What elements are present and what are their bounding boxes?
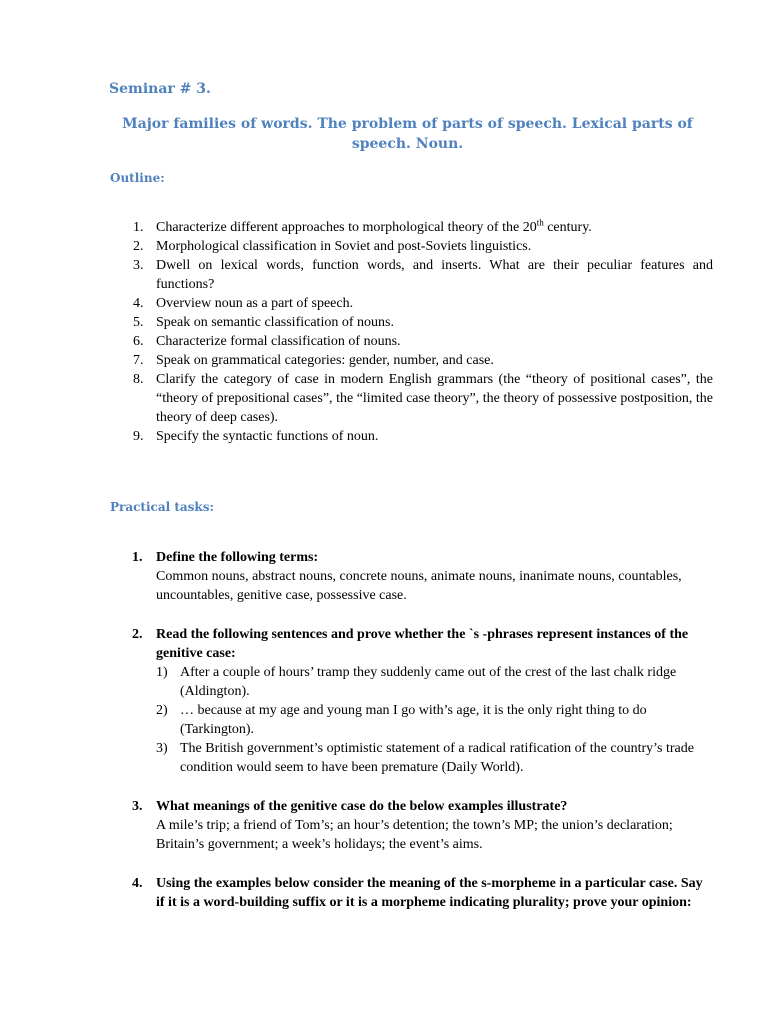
outline-item-text: Morphological classification in Soviet and post-Soviets linguistics.	[156, 239, 532, 254]
outline-item-number: 2.	[133, 239, 144, 254]
outline-item	[133, 427, 713, 446]
outline-item-number: 3.	[133, 258, 144, 273]
task-heading: What meanings of the genitive case do the below examples illustrate?	[156, 799, 568, 814]
task-sentence-number: 3)	[156, 741, 168, 756]
task-item	[132, 797, 714, 854]
outline-item-number: 9.	[133, 429, 144, 444]
tasks-list	[132, 548, 714, 932]
outline-item-text: Characterize formal classification of nouns.	[156, 334, 401, 349]
task-item	[132, 874, 714, 912]
outline-item	[133, 237, 713, 256]
outline-item	[133, 218, 713, 237]
task-sentence	[156, 663, 714, 701]
outline-item	[133, 313, 713, 332]
task-heading: Using the examples below consider the meaning of the s-morpheme in a particular case. Say if it is a word-building suffix or it is a morpheme indicating plurality; prove your opinion:	[156, 876, 703, 910]
outline-item-text-end: century.	[543, 220, 592, 235]
outline-item-superscript: th	[536, 217, 544, 228]
task-number: 2.	[132, 627, 143, 642]
task-sentence-number: 2)	[156, 703, 168, 718]
outline-item-text: Clarify the category of case in modern English grammars (the “theory of positional cases”, the “theory of prepositional cases”, the “limited case theory”, the theory of possessive postposition, the theory of deep cases).	[156, 372, 713, 425]
outline-item-number: 5.	[133, 315, 144, 330]
outline-item-text: Dwell on lexical words, function words, and inserts. What are their peculiar features and functions?	[156, 258, 713, 292]
outline-item-number: 1.	[133, 220, 144, 235]
seminar-label: Seminar # 3.	[109, 81, 211, 97]
task-sentence-number: 1)	[156, 665, 168, 680]
outline-item	[133, 351, 713, 370]
outline-item-number: 8.	[133, 372, 144, 387]
task-sentence-list	[156, 663, 714, 777]
outline-item-number: 6.	[133, 334, 144, 349]
task-number: 1.	[132, 550, 143, 565]
task-body: Common nouns, abstract nouns, concrete nouns, animate nouns, inanimate nouns, countables, uncountables, genitive case, possessive case.	[156, 569, 682, 603]
task-number: 3.	[132, 799, 143, 814]
outline-item	[133, 294, 713, 313]
outline-item-text: Characterize different approaches to morphological theory of the 20	[156, 220, 537, 235]
outline-item-number: 7.	[133, 353, 144, 368]
outline-item-text: Speak on grammatical categories: gender, number, and case.	[156, 353, 494, 368]
outline-item-text: Specify the syntactic functions of noun.	[156, 429, 379, 444]
task-sentence	[156, 739, 714, 777]
outline-item-number: 4.	[133, 296, 144, 311]
outline-item-text: Speak on semantic classification of nouns.	[156, 315, 394, 330]
outline-item	[133, 332, 713, 351]
outline-item-text: Overview noun as a part of speech.	[156, 296, 354, 311]
outline-list	[133, 218, 713, 446]
outline-heading: Outline:	[110, 171, 165, 185]
practical-tasks-heading: Practical tasks:	[110, 500, 214, 514]
task-sentence-text: The British government’s optimistic statement of a radical ratification of the country’s trade condition would seem to have been premature (Daily World).	[180, 741, 694, 775]
task-sentence-text: After a couple of hours’ tramp they suddenly came out of the crest of the last chalk ridge (Aldington).	[180, 665, 677, 699]
task-sentence	[156, 701, 714, 739]
outline-item	[133, 370, 713, 427]
task-item	[132, 625, 714, 777]
task-heading: Define the following terms:	[156, 550, 319, 565]
task-body: A mile’s trip; a friend of Tom’s; an hour’s detention; the town’s MP; the union’s declaration; Britain’s government; a week’s holidays; the event’s aims.	[156, 818, 673, 852]
task-sentence-text: … because at my age and young man I go with’s age, it is the only right thing to do (Tarkington).	[180, 703, 647, 737]
task-number: 4.	[132, 876, 143, 891]
page-title: Major families of words. The problem of parts of speech. Lexical parts of speech. Noun.	[122, 116, 693, 152]
task-heading: Read the following sentences and prove whether the `s -phrases represent instances of the genitive case:	[156, 627, 689, 661]
task-item	[132, 548, 714, 605]
outline-item	[133, 256, 713, 294]
